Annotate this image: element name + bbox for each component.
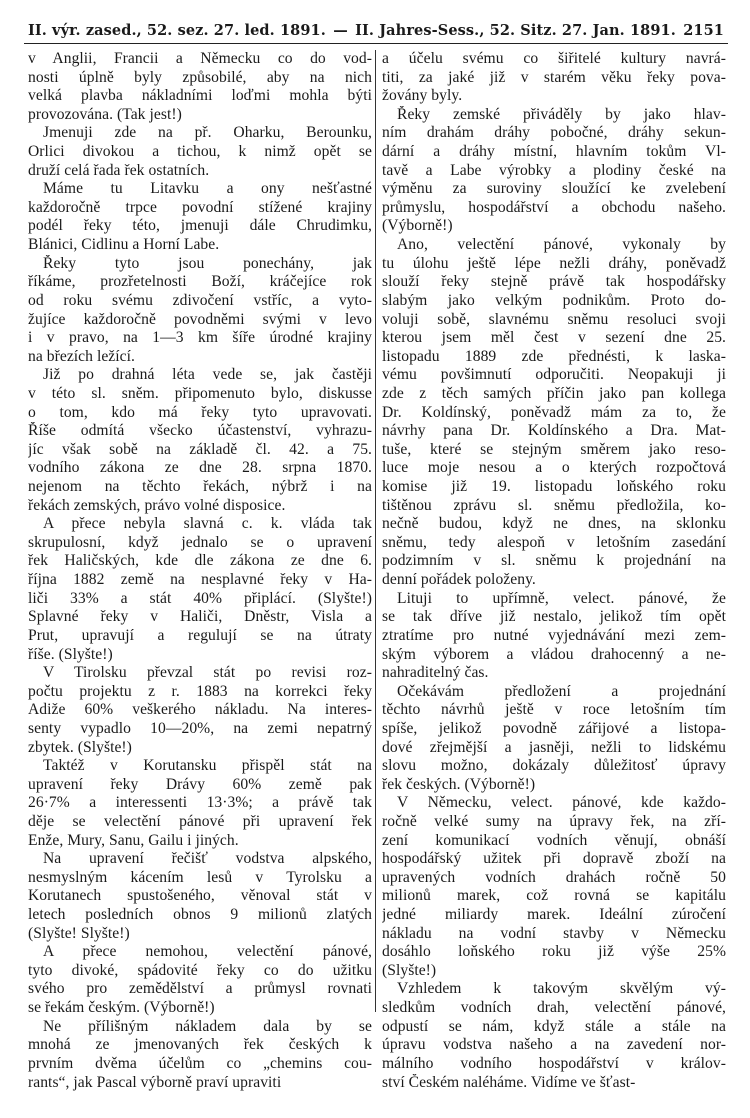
text-line: mnohá ze jmenovaných řek českých k: [28, 1036, 372, 1054]
text-line: podél řeky této, jmenuji dále Chrudimku,: [28, 217, 372, 235]
text-line: tavě a Labe výrobky a plodiny české na: [382, 161, 726, 179]
text-line: řek Haličských, kde dle zákona ze dne 6.: [28, 552, 372, 570]
text-line: slovu možno, dokázaly důležitosť úpravy: [382, 757, 726, 775]
text-line: ročně velké sumy na úpravy řek, na zří-: [382, 812, 726, 830]
text-line: zde z těch samých příčin jako pan kollega: [382, 384, 726, 402]
text-line: titi, za jaké již v starém věku řeky pova-: [382, 68, 726, 86]
text-line: každoročně trpce povodní stížené krajiny: [28, 198, 372, 216]
text-line: počtu projektu z r. 1883 na korrekci řeky: [28, 682, 372, 700]
text-line: letech posledních obnos 9 milionů zlatých: [28, 906, 372, 924]
text-line: Splavné řeky v Haliči, Dněstr, Visla a: [28, 608, 372, 626]
text-line: hospodářský užitek při dopravě zboží na: [382, 850, 726, 868]
text-line: děje se velectění pánové při upravení řek: [28, 812, 372, 830]
text-line: Ne přílišným nákladem dala by se: [43, 1017, 372, 1035]
text-line: jíc však sobě na základě čl. 42. a 75.: [28, 440, 372, 458]
text-line: ním drahám dráhy pobočné, dráhy sekun-: [382, 124, 726, 142]
text-line: nákladu na vodní stavby v Německu: [382, 924, 726, 942]
text-line: Máme tu Litavku a ony nešťastné: [43, 180, 372, 198]
text-line: zbytek. (Slyšte!): [28, 738, 132, 756]
header-separator: —: [333, 22, 348, 39]
text-line: listopadu 1889 zde přednésti, k laska-: [382, 347, 726, 365]
text-line: říkáme, prozřetelnosti Boží, kráčejíce rok: [28, 273, 372, 291]
text-line: svého pro zemědělství a průmysl rovnati: [28, 980, 372, 998]
text-line: Říše odmítá všecko účastenství, vyhrazu-: [28, 422, 372, 440]
text-line: Očekávám předložení a projednání: [397, 682, 726, 700]
text-line: V Tirolsku převzal stát po revisi roz-: [43, 664, 372, 682]
text-line: prvním dvěma účelům co „chemins cou-: [28, 1054, 372, 1072]
text-line: provozována. (Tak jest!): [28, 105, 182, 123]
text-line: nahraditelný čas.: [382, 664, 489, 682]
text-line: se řekám českým. (Výborně!): [28, 999, 215, 1017]
header-czech: II. výr. zased., 52. sez. 27. led. 1891.: [28, 22, 326, 39]
text-line: ským výborem a vládou drahocenný a ne-: [382, 645, 726, 663]
text-line: října 1882 země na nesplavné řeky v Ha-: [28, 571, 372, 589]
text-line: skrupulosní, když jednalo se o upravení: [28, 533, 372, 551]
text-line: tyto divoké, spádovité řeky co do užitku: [28, 961, 372, 979]
text-line: velká plavba nákladními loďmi mohla býti: [28, 87, 372, 105]
text-line: nosti úplně byly způsobilé, aby na nich: [28, 68, 372, 86]
text-line: Korutanech spustošeného, věnoval stát v: [28, 887, 372, 905]
text-line: průmyslu, hospodářství a obchodu našeho.: [382, 198, 726, 216]
text-line: i v pravo, na 1—3 km šíře úrodné krajiny: [28, 329, 372, 347]
text-line: slabým jako velkým podnikům. Proto do-: [382, 291, 726, 309]
column-divider: [375, 50, 376, 1012]
text-line: vodního zákona ze dne 28. srpna 1870.: [28, 459, 372, 477]
text-columns: [24, 50, 728, 1092]
text-line: Adiže 60% veškerého nákladu. Na interes-: [28, 701, 372, 719]
text-line: nejenom na těchto řekách, nýbrž i na: [28, 478, 372, 496]
running-header: [24, 22, 728, 44]
text-line: Prut, upravují a regulují se na útraty: [28, 626, 372, 644]
text-line: se tak dříve již nestalo, jelikož tím opět: [382, 608, 726, 626]
text-line: sledkům vodních drah, velectění pánové,: [382, 999, 726, 1017]
text-line: Taktéž v Korutansku přispěl stát na: [43, 757, 372, 775]
text-line: upravení řeky Drávy 60% země pak: [28, 775, 372, 793]
text-line: dární a dráhy místní, hlavním tokům Vl-: [382, 143, 726, 161]
text-line: Dr. Koldínský, poněvadž mám za to, že: [382, 403, 726, 421]
text-line: voluji sobě, slavnému sněmu resoluci svoji: [382, 310, 726, 328]
text-line: tuše, které se stejným směrem jako reso-: [382, 440, 726, 458]
text-line: Orlici divokou a tichou, k nimž opět se: [28, 143, 372, 161]
text-line: Na upravení řečišť vodstva alpského,: [43, 850, 372, 868]
text-line: nesmyslným kácením lesů v Tyrolsku a: [28, 868, 372, 886]
text-line: A přece nemohou, velectění pánové,: [43, 943, 372, 961]
text-line: tu úlohu ještě lépe nežli dráhy, poněvadž: [382, 254, 726, 272]
text-line: úpravu vodstva našeho a na zavedení nor-: [382, 1036, 726, 1054]
text-line: kterou jsem měl čest v sezení dne 25.: [382, 329, 726, 347]
text-line: dosáhlo loňského roku již výše 25%: [382, 943, 726, 961]
text-line: Enže, Mury, Sanu, Gailu i jiných.: [28, 831, 239, 849]
text-line: podzimním v sl. sněmu k projednání na: [382, 552, 726, 570]
text-line: říše. (Slyšte!): [28, 645, 113, 663]
right-column: [376, 50, 728, 1092]
text-line: vému povšimnutí odporučiti. Neopakuji ji: [382, 366, 726, 384]
text-line: dové zřejmější a jasněji, nežli to lidskému: [382, 738, 726, 756]
text-line: A přece nebyla slavná c. k. vláda tak: [43, 515, 372, 533]
text-line: Vzhledem k takovým skvělým vý-: [397, 980, 726, 998]
text-line: v této sl. sněm. připomenuto bylo, diskusse: [28, 384, 372, 402]
text-line: výměnu za suroviny sloužící ke zvelebení: [382, 180, 726, 198]
text-line: ztratíme pro nutné vyjednávání mezi zem-: [382, 626, 726, 644]
text-line: jedné miliardy marek. Ideální zúročení: [382, 906, 726, 924]
text-line: (Výborně!): [382, 217, 453, 235]
text-line: senty vypadlo 10—20%, na zemi nepatrný: [28, 719, 372, 737]
text-line: slouží řeky stejně právě tak hospodářsky: [382, 273, 726, 291]
text-line: Ano, velectění pánové, vykonaly by: [397, 236, 726, 254]
text-line: a účelu svému co šiřitelé kultury navrá-: [382, 50, 726, 67]
text-line: řekách zemských, právo volné disposice.: [28, 496, 286, 514]
text-line: málního vodního hospodářství v králov-: [382, 1054, 726, 1072]
text-line: ství Českém naléháme. Vidíme ve šťast-: [382, 1073, 636, 1091]
text-line: tištěnou zprávu sl. sněmu předložila, ko-: [382, 496, 726, 514]
text-line: Již po drahná léta vede se, jak častěji: [43, 366, 372, 384]
text-line: zení komunikací vodních věnují, obnáší: [382, 831, 726, 849]
text-line: Jmenuji zde na př. Oharku, Berounku,: [43, 124, 372, 142]
text-line: odpustí se nám, když stále a stále na: [382, 1017, 726, 1035]
text-line: Řeky tyto jsou ponechány, jak: [43, 254, 372, 272]
text-line: (Slyšte! Slyšte!): [28, 924, 130, 942]
text-line: nečně budou, když ne dnes, na sklonku: [382, 515, 726, 533]
text-line: denní pořádek položeny.: [382, 571, 536, 589]
text-line: návrhy pana Dr. Koldínského a Dra. Mat-: [382, 422, 726, 440]
text-line: Lituji to upřímně, velect. pánové, že: [397, 589, 726, 607]
text-line: žovány byly.: [382, 87, 463, 105]
text-line: řek českých. (Výborně!): [382, 775, 536, 793]
text-line: liči 33% a stát 40% připlácí. (Slyšte!): [28, 589, 372, 607]
text-line: upravených vodních drahách ročně 50: [382, 868, 726, 886]
page-number: 2151: [683, 22, 724, 39]
text-line: spíše, jelikož povodně zářijové a listopa-: [382, 719, 726, 737]
text-line: na březích ležící.: [28, 347, 135, 365]
text-line: o tom, kdo má řeky tyto upravovati.: [28, 403, 372, 421]
text-line: 26·7% a interessenti 13·3%; a právě tak: [28, 794, 372, 812]
text-line: druží celá řada řek ostatních.: [28, 161, 210, 179]
text-line: milionů marek, což rovná se kapitálu: [382, 887, 726, 905]
text-line: V Německu, velect. pánové, kde každo-: [397, 794, 726, 812]
page: [24, 22, 728, 1092]
header-german: II. Jahres-Sess., 52. Sitz. 27. Jan. 1891.: [355, 22, 676, 39]
text-line: luce moje nesou a o kterých rozpočtová: [382, 459, 726, 477]
text-line: Blánici, Cidlinu a Horní Labe.: [28, 236, 220, 254]
text-line: od roku svému zdivočení vstříc, a vyto-: [28, 291, 372, 309]
text-line: žujíce každoročně povodněmi svými v levo: [28, 310, 372, 328]
text-line: komise již 19. listopadu loňského roku: [382, 478, 726, 496]
text-line: (Slyšte!): [382, 961, 437, 979]
text-line: Řeky zemské přiváděly by jako hlav-: [397, 105, 726, 123]
text-line: těchto návrhů ještě v roce letošním tím: [382, 701, 726, 719]
text-line: v Anglii, Francii a Německu co do vod-: [28, 50, 372, 67]
text-line: sněmu, tedy alespoň v letošním zasedání: [382, 533, 726, 551]
text-line: rants“, jak Pascal výborně praví upraviti: [28, 1073, 282, 1091]
left-column: [24, 50, 376, 1092]
